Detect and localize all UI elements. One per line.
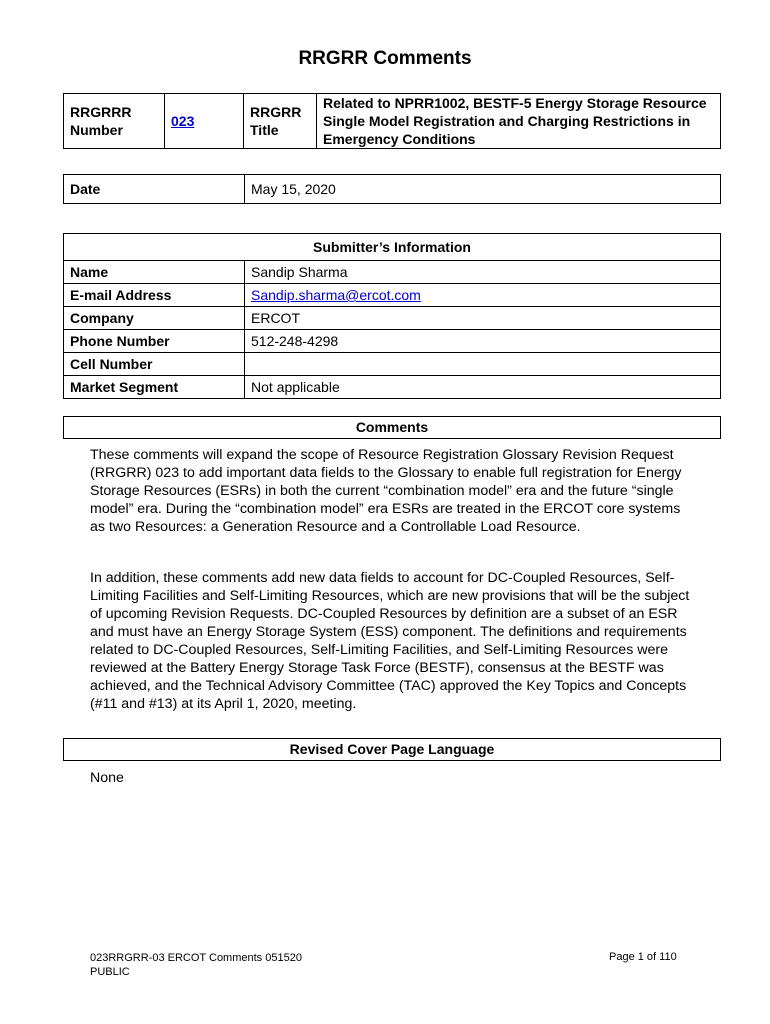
comments-header: Comments bbox=[63, 416, 721, 439]
rrgrr-title-value: Related to NPRR1002, BESTF-5 Energy Storage Resource Single Model Registration and Charging Restrictions in Emergency Conditions bbox=[317, 94, 721, 149]
submitter-value bbox=[245, 284, 721, 307]
footer-classification: PUBLIC bbox=[90, 966, 130, 978]
submitter-header: Submitter’s Information bbox=[64, 234, 721, 261]
submitter-value: Sandip Sharma bbox=[245, 261, 721, 284]
email-link[interactable]: Sandip.sharma@ercot.com bbox=[251, 287, 421, 303]
rrgrr-number-label: RRGRRR Number bbox=[64, 94, 165, 149]
submitter-label: Company bbox=[64, 307, 245, 330]
date-label: Date bbox=[64, 175, 245, 204]
date-table bbox=[63, 174, 721, 204]
rrgrr-number-cell bbox=[165, 94, 244, 149]
submitter-label: Name bbox=[64, 261, 245, 284]
page-title: RRGRR Comments bbox=[298, 48, 472, 69]
footer-left bbox=[90, 951, 302, 979]
submitter-table bbox=[63, 233, 721, 399]
rrgrr-number-link[interactable]: 023 bbox=[171, 113, 195, 129]
submitter-label: E-mail Address bbox=[64, 284, 245, 307]
footer-doc-id: 023RRGRR-03 ERCOT Comments 051520 bbox=[90, 952, 302, 964]
submitter-value: 512-248-4298 bbox=[245, 330, 721, 353]
submitter-label: Phone Number bbox=[64, 330, 245, 353]
cover-page-header: Revised Cover Page Language bbox=[63, 738, 721, 761]
footer-page-number: Page 1 of 110 bbox=[609, 951, 677, 963]
comments-paragraph: In addition, these comments add new data fields to account for DC-Coupled Resources, Self-Limiting Facilities and Self-Limiting Resources, which are new provisions that will be the subject of upcoming Revision Requests. DC-Coupled Resources by definition are a subset of an ESR and must have an Energy Storage System (ESS) component. The definitions and requirements related to DC-Coupled Resources, Self-Limiting Facilities, and Self-Limiting Resources were reviewed at the Battery Energy Storage Task Force (BESTF), consensus at the BESTF was achieved, and the Technical Advisory Committee (TAC) approved the Key Topics and Concepts (#11 and #13) at its April 1, 2020, meeting. bbox=[90, 570, 690, 712]
submitter-value: ERCOT bbox=[245, 307, 721, 330]
cover-page-text: None bbox=[90, 770, 124, 786]
rrgrr-title-label: RRGRR Title bbox=[244, 94, 317, 149]
submitter-label: Cell Number bbox=[64, 353, 245, 376]
rrgrr-header-table bbox=[63, 93, 721, 149]
submitter-value bbox=[245, 353, 721, 376]
comments-paragraph: These comments will expand the scope of Resource Registration Glossary Revision Request (RRGRR) 023 to add important data fields to the Glossary to enable full registration for Energy Storage Resources (ESRs) in both the current “combination model” era and the future “single model” era. During the “combination model” era ESRs are treated in the ERCOT core systems as two Resources: a Generation Resource and a Controllable Load Resource. bbox=[90, 447, 682, 535]
submitter-value: Not applicable bbox=[245, 376, 721, 399]
date-value: May 15, 2020 bbox=[245, 175, 721, 204]
submitter-label: Market Segment bbox=[64, 376, 245, 399]
